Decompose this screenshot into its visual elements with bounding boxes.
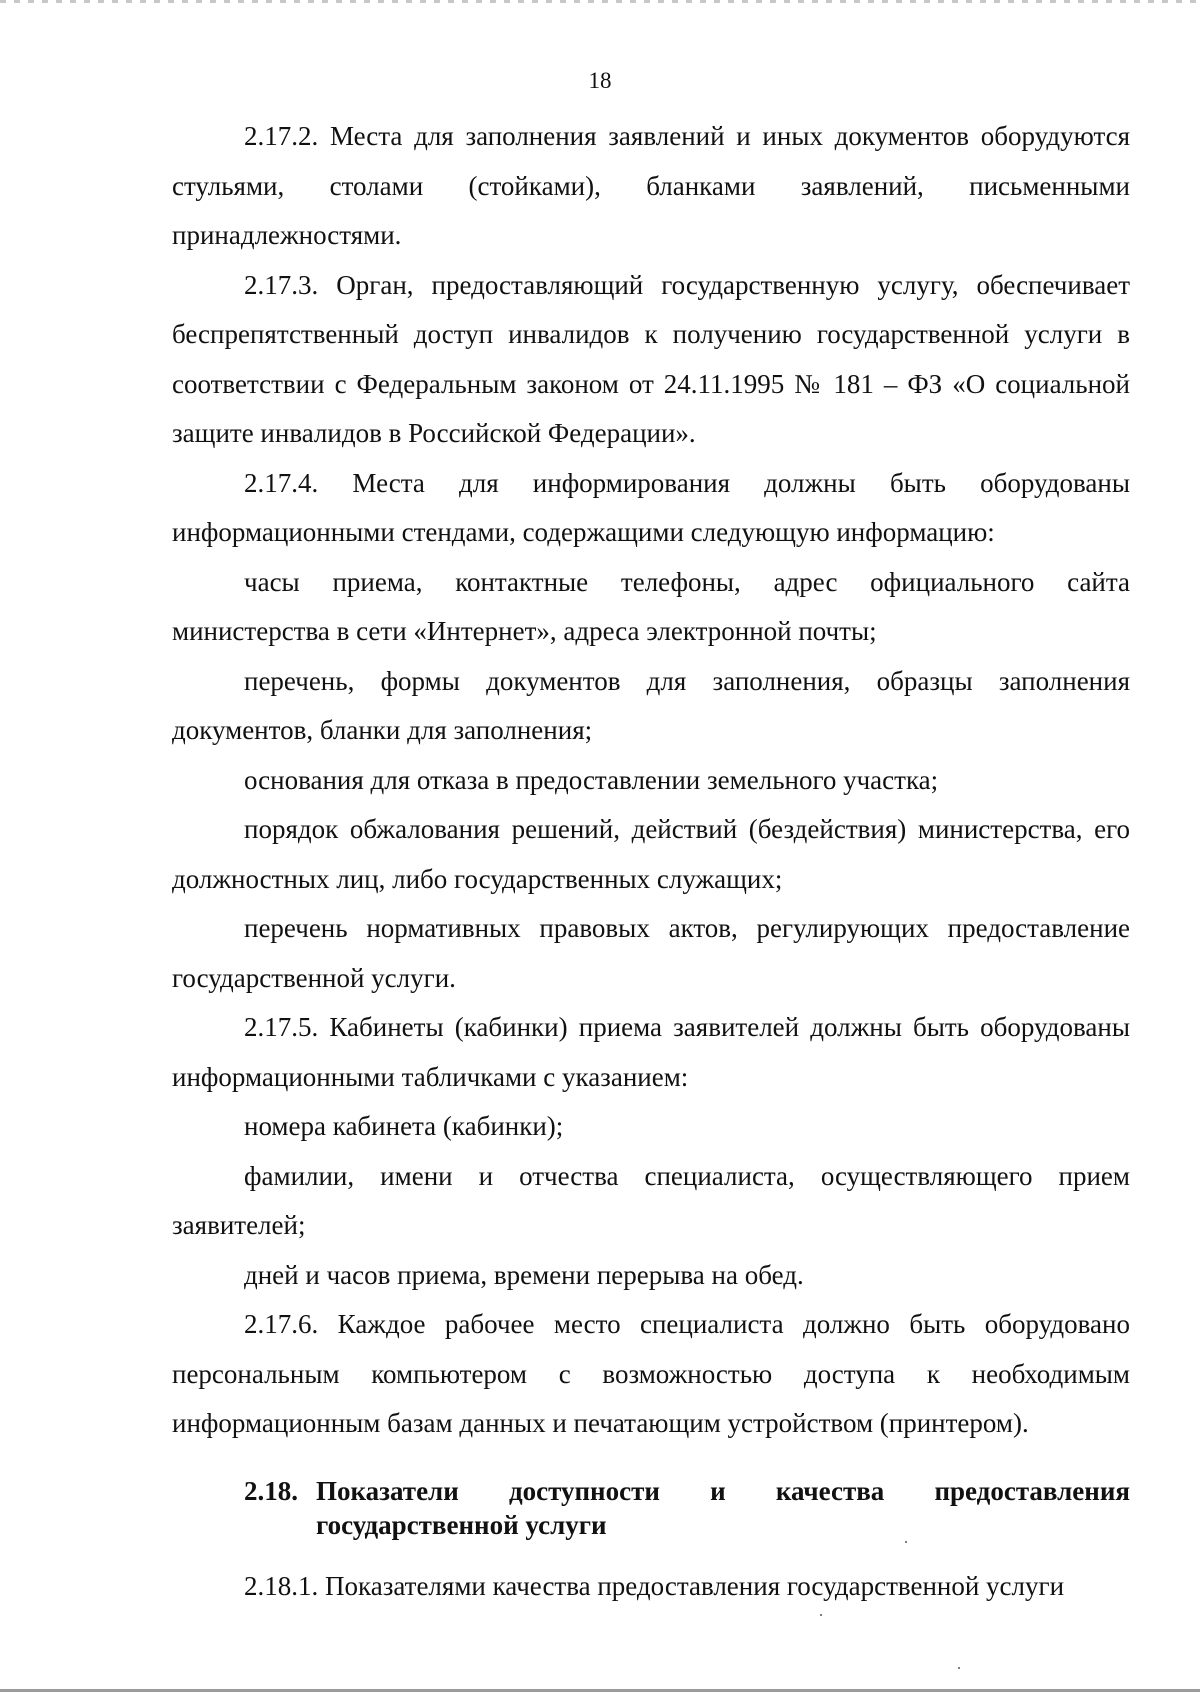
- list-item-forms: перечень, формы документов для заполнения, образцы заполнения документов, бланки для заполнения;: [172, 665, 1130, 745]
- document-body: [172, 112, 1130, 1611]
- paragraph-2-17-6: 2.17.6. Каждое рабочее место специалиста должно быть оборудовано персональным компьютером с возможностью доступа к необходимым информационным базам данных и печатающим устройством (принтером).: [172, 1309, 1130, 1438]
- page-number: 18: [588, 68, 612, 93]
- section-title-line-1: Показатели доступности и качества предоставления: [316, 1475, 1130, 1506]
- section-heading-2-18: [172, 1474, 1130, 1542]
- scan-speck: [820, 1614, 822, 1616]
- scan-edge-top: [0, 0, 1200, 3]
- paragraph-2-17-4: 2.17.4. Места для информирования должны быть оборудованы информационными стендами, содержащими следующую информацию:: [172, 467, 1130, 547]
- list-item-reception-days: дней и часов приема, времени перерыва на обед.: [244, 1259, 804, 1290]
- section-number: 2.18.: [244, 1475, 298, 1506]
- scan-speck: [905, 1541, 907, 1543]
- paragraph-2-17-3: 2.17.3. Орган, предоставляющий государственную услугу, обеспечивает беспрепятственный доступ инвалидов к получению государственной услуги в соответствии с Федеральным законом от 24.11.1995 № 181 – ФЗ «О социальной защите инвалидов в Российской Федерации».: [172, 269, 1130, 448]
- section-title: [316, 1474, 1130, 1542]
- scan-edge-bottom: [0, 1689, 1200, 1692]
- paragraph-2-17-5: 2.17.5. Кабинеты (кабинки) приема заявителей должны быть оборудованы информационными табличками с указанием:: [172, 1012, 1130, 1092]
- list-item-specialist-name: фамилии, имени и отчества специалиста, осуществляющего прием заявителей;: [172, 1160, 1130, 1240]
- section-title-line-2: государственной услуги: [316, 1509, 607, 1540]
- scan-speck: [958, 1667, 960, 1669]
- paragraph-2-17-2: 2.17.2. Места для заполнения заявлений и иных документов оборудуются стульями, столами (стойками), бланками заявлений, письменными принадлежностями.: [172, 121, 1130, 250]
- paragraph-2-18-1: 2.18.1. Показателями качества предоставления государственной услуги: [244, 1570, 1065, 1601]
- list-item-refusal-grounds: основания для отказа в предоставлении земельного участка;: [244, 764, 939, 795]
- list-item-hours: часы приема, контактные телефоны, адрес официального сайта министерства в сети «Интернет», адреса электронной почты;: [172, 566, 1130, 646]
- list-item-legal-acts: перечень нормативных правовых актов, регулирующих предоставление государственной услуги.: [172, 913, 1130, 993]
- list-item-appeal-procedure: порядок обжалования решений, действий (бездействия) министерства, его должностных лиц, либо государственных служащих;: [172, 814, 1130, 894]
- list-item-room-number: номера кабинета (кабинки);: [244, 1111, 564, 1141]
